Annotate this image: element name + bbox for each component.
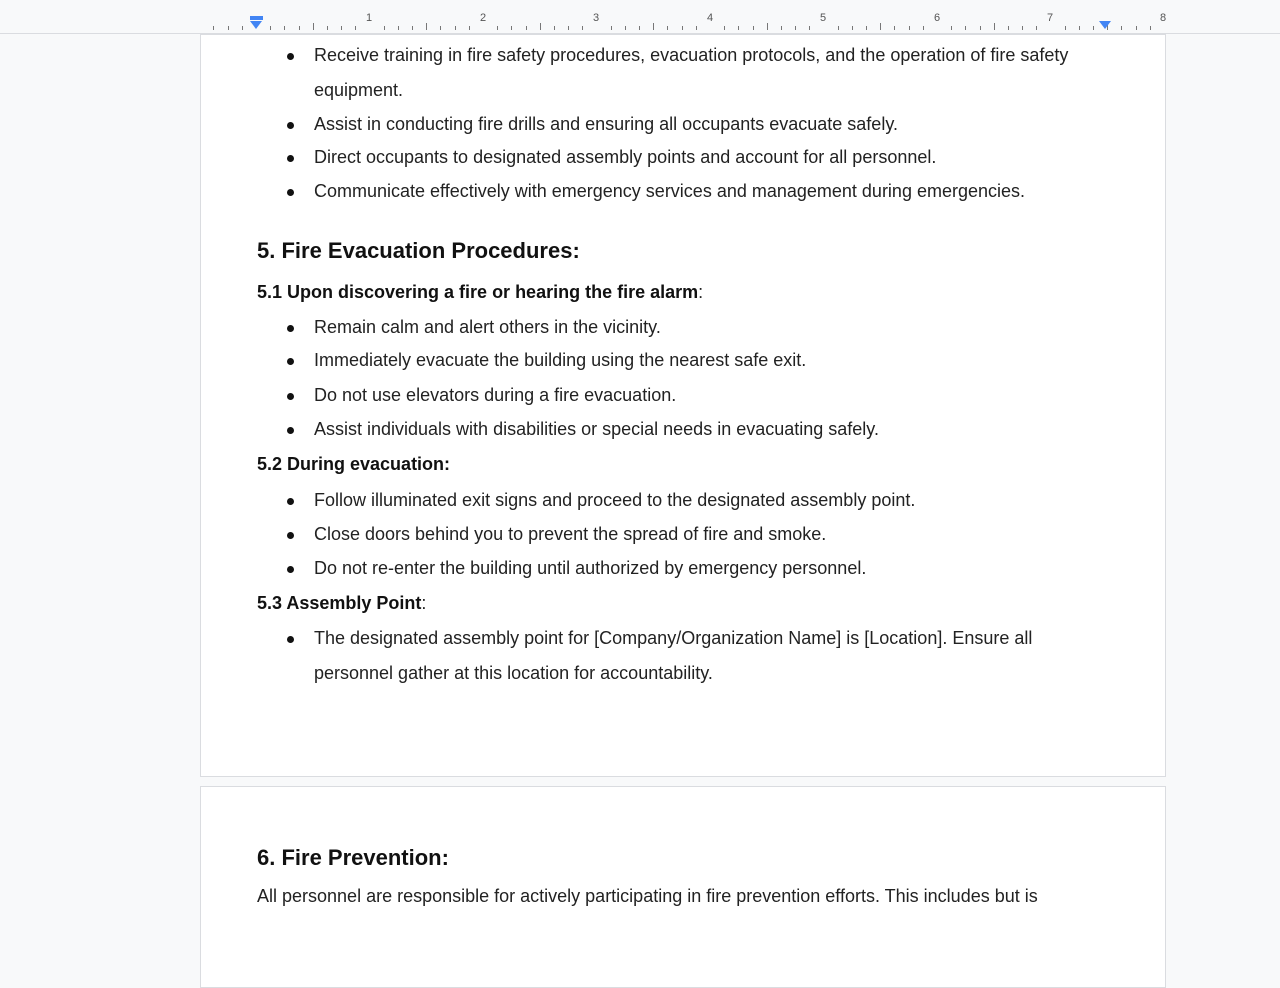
ruler-tick [455,26,456,30]
ruler-tick [1136,26,1137,30]
list-item: Do not re-enter the building until authorized by emergency personnel. [314,558,867,578]
ruler-tick [625,26,626,30]
list-item: personnel gather at this location for accountability. [314,663,713,683]
ruler-tick [809,26,810,30]
ruler-tick [951,26,952,30]
ruler-number: 2 [479,12,487,24]
list-item: Direct occupants to designated assembly points and account for all personnel. [314,147,937,167]
ruler-tick [426,23,427,30]
ruler-tick [327,26,328,30]
ruler-number: 8 [1159,12,1167,24]
ruler-tick [639,26,640,30]
bullet-icon [287,498,294,505]
ruler-number: 7 [1046,12,1054,24]
bullet-icon [287,532,294,539]
ruler-tick [384,26,385,30]
ruler-number: 3 [592,12,600,24]
ruler-tick [355,26,356,30]
ruler-tick [1121,26,1122,30]
ruler-tick [398,26,399,30]
ruler-tick [1150,26,1151,30]
ruler-tick [767,23,768,30]
ruler-tick [299,26,300,30]
section-heading: 6. Fire Prevention: [257,845,449,870]
ruler-tick [568,26,569,30]
paragraph: All personnel are responsible for actively participating in fire prevention efforts. This includes but is [257,886,1038,906]
ruler-tick [994,23,995,30]
ruler-tick [894,26,895,30]
bullet-icon [287,53,294,60]
bullet-icon [287,636,294,643]
list-item: The designated assembly point for [Company/Organization Name] is [Location]. Ensure all [314,628,1033,648]
first-line-indent-marker[interactable] [250,16,263,20]
ruler-tick [526,26,527,30]
ruler-tick [313,23,314,30]
section-heading: 5. Fire Evacuation Procedures: [257,238,580,263]
ruler-number: 4 [706,12,714,24]
ruler-tick [540,23,541,30]
ruler-tick [469,26,470,30]
bullet-icon [287,325,294,332]
ruler-tick [852,26,853,30]
ruler-tick [228,26,229,30]
ruler-tick [497,26,498,30]
ruler-tick [909,26,910,30]
ruler-tick [753,26,754,30]
list-item: Receive training in fire safety procedures, evacuation protocols, and the operation of fire safety [314,45,1069,65]
bullet-icon [287,358,294,365]
list-item: Follow illuminated exit signs and proceed to the designated assembly point. [314,490,916,510]
ruler-tick [1065,26,1066,30]
list-item: Close doors behind you to prevent the spread of fire and smoke. [314,524,827,544]
ruler-tick [1093,26,1094,30]
ruler-tick [724,26,725,30]
ruler-tick [795,26,796,30]
ruler-number: 6 [933,12,941,24]
ruler-tick [965,26,966,30]
list-item: Do not use elevators during a fire evacuation. [314,385,677,405]
ruler-tick [412,26,413,30]
list-item: Assist in conducting fire drills and ensuring all occupants evacuate safely. [314,114,898,134]
left-indent-marker[interactable] [250,21,262,29]
ruler-tick [738,26,739,30]
ruler-tick [213,26,214,30]
list-item: Assist individuals with disabilities or special needs in evacuating safely. [314,419,879,439]
list-item: Communicate effectively with emergency services and management during emergencies. [314,181,1026,201]
subsection-heading: 5.3 Assembly Point: [257,593,427,613]
bullet-icon [287,155,294,162]
ruler-tick [866,26,867,30]
ruler-tick [440,26,441,30]
bullet-icon [287,189,294,196]
ruler-tick [1036,26,1037,30]
ruler-tick [284,26,285,30]
list-item: equipment. [314,80,404,100]
ruler-tick [880,23,881,30]
ruler-tick [1079,26,1080,30]
ruler-tick [696,26,697,30]
ruler-number: 1 [365,12,373,24]
ruler-tick [611,26,612,30]
ruler-tick [341,26,342,30]
subsection-heading: 5.2 During evacuation: [257,454,451,474]
ruler-tick [653,23,654,30]
ruler-tick [242,26,243,30]
ruler-tick [511,26,512,30]
subsection-heading: 5.1 Upon discovering a fire or hearing the fire alarm: [257,282,704,302]
list-item: Remain calm and alert others in the vicinity. [314,317,661,337]
ruler-tick [554,26,555,30]
ruler-number: 5 [819,12,827,24]
bullet-icon [287,393,294,400]
ruler-tick [667,26,668,30]
ruler-tick [582,26,583,30]
list-item: Immediately evacuate the building using the nearest safe exit. [314,350,807,370]
ruler-tick [270,26,271,30]
ruler-tick [1022,26,1023,30]
bullet-icon [287,122,294,129]
bullet-icon [287,566,294,573]
bullet-icon [287,427,294,434]
ruler-tick [980,26,981,30]
ruler-tick [682,26,683,30]
ruler[interactable] [0,0,1280,34]
ruler-tick [923,26,924,30]
ruler-tick [1008,26,1009,30]
right-indent-marker[interactable] [1099,21,1111,29]
ruler-tick [781,26,782,30]
ruler-tick [838,26,839,30]
